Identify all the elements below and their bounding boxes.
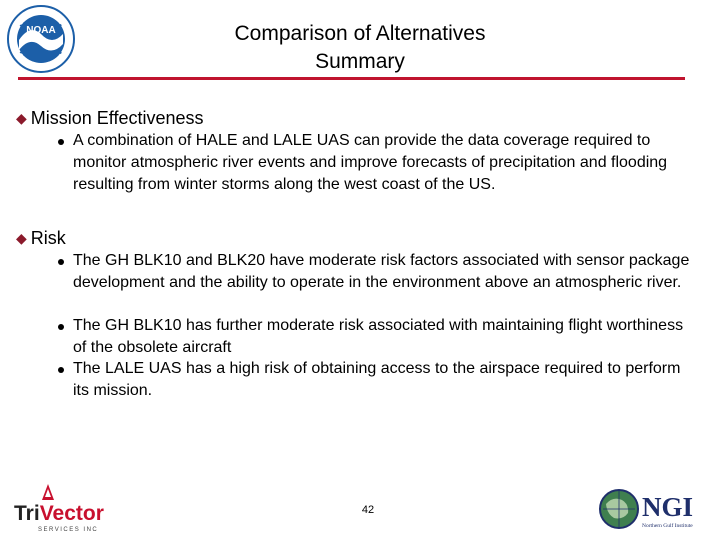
bullet-text: The GH BLK10 and BLK20 have moderate risk factors associated with sensor package development and the ability to operate in the environment above an atmospheric river. bbox=[73, 252, 690, 291]
list-item bbox=[58, 130, 698, 196]
diamond-bullet-icon: ◆ bbox=[16, 110, 27, 126]
bullet-dot-icon bbox=[58, 259, 64, 265]
trivector-tagline: SERVICES INC bbox=[38, 527, 99, 533]
noaa-logo-text: NOAA bbox=[26, 25, 56, 36]
ngi-logo bbox=[598, 486, 714, 532]
section-heading-text: Mission Effectiveness bbox=[30, 108, 204, 128]
slide-title bbox=[80, 20, 640, 76]
page-number: 42 bbox=[361, 504, 375, 516]
title-line-2: Summary bbox=[315, 50, 405, 73]
section-heading-risk bbox=[16, 227, 66, 249]
bullet-dot-icon bbox=[58, 367, 64, 373]
ngi-logo-text: NGI bbox=[642, 492, 694, 522]
bullet-text: The GH BLK10 has further moderate risk associated with maintaining flight worthiness of the obsolete aircraft bbox=[73, 317, 684, 356]
list-item bbox=[58, 315, 698, 359]
title-line-1: Comparison of Alternatives bbox=[234, 22, 486, 45]
svg-text:TriVector bbox=[14, 502, 104, 525]
ngi-tagline: Northern Gulf Institute bbox=[642, 523, 693, 529]
bullet-text: The LALE UAS has a high risk of obtaining access to the airspace required to perform its mission. bbox=[73, 360, 681, 399]
diamond-bullet-icon: ◆ bbox=[16, 230, 27, 246]
bullet-text: A combination of HALE and LALE UAS can provide the data coverage required to monitor atmospheric river events and improve forecasts of precipitation and flooding resulting from winter storms along the west coast of the US. bbox=[73, 132, 668, 193]
section-heading-text: Risk bbox=[30, 228, 66, 248]
trivector-logo bbox=[12, 478, 112, 534]
list-item bbox=[58, 358, 698, 402]
trivector-name-vector: Vector bbox=[39, 502, 104, 525]
bullet-dot-icon bbox=[58, 324, 64, 330]
list-item bbox=[58, 250, 698, 294]
trivector-name-tri: Tri bbox=[14, 502, 40, 525]
section-heading-mission-effectiveness bbox=[16, 107, 204, 129]
noaa-logo bbox=[6, 4, 76, 74]
title-divider bbox=[18, 77, 685, 80]
bullet-dot-icon bbox=[58, 139, 64, 145]
